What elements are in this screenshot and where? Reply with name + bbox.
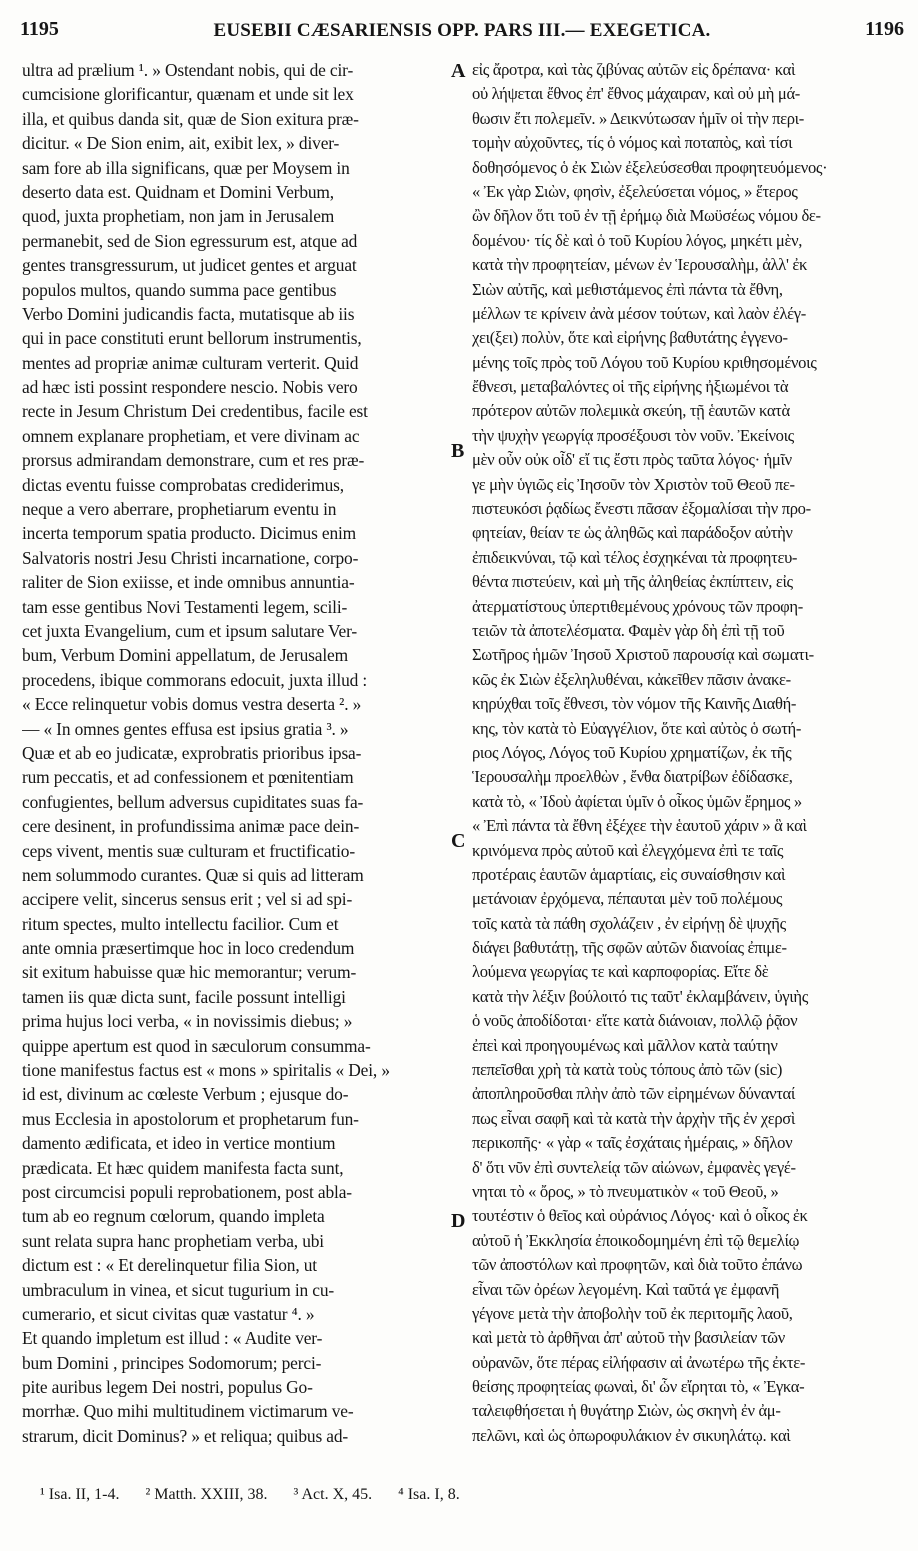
page-header — [20, 18, 904, 48]
text-line: πεπεῖσθαι χρὴ τὰ κατὰ τοὺς τόπους ἀπὸ τῶν (sic) — [472, 1060, 783, 1080]
text-line: gentes transgressurum, ut judicet gentes et arguat — [22, 255, 357, 276]
page-number-left: 1195 — [20, 18, 59, 40]
text-line: πελῶνι, καὶ ὡς ὀπωροφυλάκιον ἐν σικυηλάτῳ. καὶ — [472, 1425, 791, 1445]
text-line: γέγονε μετὰ τὴν ἀποβολὴν τοῦ ἐκ περιτομῆς λαοῦ, — [472, 1303, 793, 1323]
text-line: οὐρανῶν, ὅτε πέρας εἰλήφασιν αἱ ἀνωτέρω τῆς ἐκτε- — [472, 1352, 805, 1372]
text-line: φητείαν, θείαν τε ὡς ἀληθῶς καὶ παράδοξον αὐτὴν — [472, 523, 793, 543]
text-line: quippe apertum est quod in sæculorum consumma- — [22, 1035, 371, 1056]
text-line: καὶ μετὰ τὸ ἀρθῆναι ἀπ' αὐτοῦ τὴν βασιλείαν τῶν — [472, 1328, 785, 1348]
text-line: ceps vivent, mentis suæ culturam et fructificatio- — [22, 840, 355, 861]
text-line: post circumcisi populi reprobationem, post abla- — [22, 1181, 352, 1202]
footnote: ¹ Isa. II, 1-4. — [40, 1486, 120, 1503]
text-line: tam esse gentibus Novi Testamenti legem, scili- — [22, 596, 348, 617]
text-line: ante omnia præsertimque hoc in loco credendum — [22, 938, 355, 959]
text-line: omnem explanare prophetiam, et vere divinam ac — [22, 425, 360, 446]
text-line: rum peccatis, et ad confessionem et pœnitentiam — [22, 767, 354, 788]
text-line: prædicata. Et hæc quidem manifesta facta sunt, — [22, 1157, 344, 1178]
text-line: μὲν οὖν οὐκ οἶδ' εἴ τις ἔστι πρὸς ταῦτα λόγος· ἡμῖν — [472, 450, 792, 470]
text-line: εἶναι τῶν ὀρέων λεγομένη. Καὶ ταῦτά γε ἐμφανῆ — [472, 1279, 780, 1299]
text-line: raliter de Sion exiisse, et inde omnibus annuntia- — [22, 572, 355, 593]
margin-marker-a: A — [451, 60, 466, 82]
text-line: κηρύχθαι τοῖς ἔθνεσι, τὸν νόμον τῆς Καινῆς Διαθή- — [472, 694, 797, 714]
text-line: Verbo Domini judicandis facta, mutatisque ab iis — [22, 303, 355, 324]
text-line: λούμενα γεωργίας τε καὶ καρποφορίας. Εἴτε δὲ — [472, 962, 769, 982]
text-line: Salvatoris nostri Jesu Christi incarnatione, corpo- — [22, 547, 359, 568]
text-line: sam fore ab illa significans, quæ per Moysem in — [22, 157, 350, 178]
text-line: ἔθνεσι, μεταβαλόντες οἱ τῆς εἰρήνης ἠξιωμένοι τὰ — [472, 377, 789, 397]
text-line: ritum spectes, multo intellectu facilior. Cum et — [22, 913, 339, 934]
footnote: ³ Act. X, 45. — [293, 1486, 373, 1503]
text-line: sit exitum habuisse quæ hic memorantur; verum- — [22, 962, 357, 983]
text-line: tione manifestus factus est « mons » spiritalis « Dei, » — [22, 1060, 390, 1081]
text-line: κατὰ τὴν λέξιν βούλοιτό τις ταῦτ' ἐκλαμβάνειν, ὑγιὴς — [472, 986, 808, 1006]
margin-marker-b: B — [451, 440, 465, 462]
text-line: προτέραις ἑαυτῶν ἁμαρτίαις, εἰς συναίσθησιν καὶ — [472, 864, 786, 884]
text-line: id est, divinum ac cœleste Verbum ; ejusque do- — [22, 1084, 349, 1105]
text-line: πρότερον αὐτῶν πολεμικὰ σκεύη, τῇ ἑαυτῶν κατὰ — [472, 401, 790, 421]
text-line: « Ecce relinquetur vobis domus vestra deserta ². » — [22, 694, 362, 715]
text-line: populos multos, quando summa pace gentibus — [22, 279, 337, 300]
text-line: γε μὴν ὑγιῶς εἰς Ἰησοῦν τὸν Χριστὸν τοῦ Θεοῦ πε- — [472, 474, 795, 494]
text-line: strarum, dicit Dominus? » et reliqua; quibus ad- — [22, 1425, 349, 1446]
running-title: EUSEBII CÆSARIENSIS OPP. PARS III.— EXEGETICA. — [213, 20, 711, 41]
text-line: dictas eventu fuisse comprobatas crediderimus, — [22, 474, 344, 495]
text-line: mentes ad propriæ animæ culturam verterit. Quid — [22, 352, 359, 373]
text-line: τοῖς κατὰ τὰ πάθη σχολάζειν , ἐν εἰρήνῃ δὲ ψυχῆς — [472, 913, 786, 933]
text-line: quod, juxta prophetiam, non jam in Jerusalem — [22, 206, 335, 227]
text-line: ἀποπληροῦσθαι πλὴν ἀπὸ τῶν εἰρημένων δύνανταί — [472, 1084, 795, 1104]
text-line: ad hæc isti possint respondere nescio. Nobis vero — [22, 377, 358, 398]
text-line: περικοπῆς· « γὰρ « ταῖς ἐσχάταις ἡμέραις, » δῆλον — [472, 1133, 793, 1153]
latin-column — [22, 58, 446, 1448]
footnote: ⁴ Isa. I, 8. — [398, 1486, 460, 1503]
text-line: κης, τὸν κατὰ τὸ Εὐαγγέλιον, ὅτε καὶ αὐτὸς ὁ σωτή- — [472, 718, 802, 738]
text-line: qui in pace constituti erunt bellorum instrumentis, — [22, 328, 362, 349]
text-line: permanebit, sed de Sion egressurum est, atque ad — [22, 230, 358, 251]
text-line: νηται τὸ « ὄρος, » τὸ πνευματικὸν « τοῦ Θεοῦ, » — [472, 1181, 779, 1201]
text-line: prorsus admirandam demonstrare, cum et res præ- — [22, 450, 365, 471]
text-line: τῶν ἀποστόλων καὶ προφητῶν, καὶ διὰ τοῦτο ἐπάνω — [472, 1255, 803, 1275]
page-number-right: 1196 — [865, 18, 904, 40]
text-line: μένης τοῖς πρὸς τοῦ Λόγου τοῦ Κυρίου κριθησομένοις — [472, 352, 817, 372]
text-line: ἐπιδεικνύναι, τῷ καὶ τέλος ἐσχηκέναι τὰ προφητευ- — [472, 547, 798, 567]
text-line: δοθησόμενος ὁ ἐκ Σιὼν ἐξελεύσεσθαι προφητευόμενος· — [472, 157, 828, 177]
text-line: accipere velit, sincerus sensus erit ; vel si ad spi- — [22, 889, 353, 910]
text-line: morrhæ. Quo mihi multitudinem victimarum ve- — [22, 1401, 354, 1422]
text-line: cet juxta Evangelium, cum et ipsum salutare Ver- — [22, 620, 358, 641]
margin-marker-c: C — [451, 830, 466, 852]
text-line: αὐτοῦ ἡ Ἐκκλησία ἐποικοδομημένη ἐπὶ τῷ θεμελίῳ — [472, 1230, 800, 1250]
text-line: χει(ξει) πολὺν, ὅτε καὶ εἰρήνης βαθυτάτης ἐγγενο- — [472, 328, 788, 348]
text-line: Ἱερουσαλὴμ προελθὼν , ἔνθα διατρίβων ἐδίδασκε, — [472, 767, 793, 787]
text-line: « Ἐπὶ πάντα τὰ ἔθνη ἐξέχεε τὴν ἑαυτοῦ χάριν » ἃ καὶ — [472, 816, 807, 836]
text-line: δομένου· τίς δὲ καὶ ὁ τοῦ Κυρίου λόγος, μηκέτι μὲν, — [472, 230, 803, 250]
text-line: ἀτερματίστους ὑπερτιθεμένους χρόνους τῶν προφη- — [472, 596, 803, 616]
text-line: tamen iis quæ dicta sunt, facile possunt intelligi — [22, 986, 346, 1007]
text-line: εἰς ἄροτρα, καὶ τὰς ζιβύνας αὐτῶν εἰς δρέπανα· καὶ — [472, 60, 796, 79]
text-line: κατὰ τὴν προφητείαν, μένων ἐν Ἱερουσαλὴμ, ἀλλ' ἐκ — [472, 255, 808, 275]
text-line: ταλειφθήσεται ἡ θυγάτηρ Σιὼν, ὡς σκηνὴ ἐν ἀμ- — [472, 1401, 781, 1421]
text-line: prima hujus loci verba, « in novissimis diebus; » — [22, 1011, 353, 1032]
text-line: δ' ὅτι νῦν ἐπὶ συντελείᾳ τῶν αἰώνων, ἐμφανὲς γεγέ- — [472, 1157, 796, 1177]
text-line: recte in Jesum Christum Dei credentibus, facile est — [22, 401, 368, 422]
text-line: Σωτῆρος ἡμῶν Ἰησοῦ Χριστοῦ παρουσίᾳ καὶ σωματι- — [472, 645, 814, 665]
text-line: cere desinent, in profundissima animæ pace dein- — [22, 816, 360, 837]
text-line: mus Ecclesia in apostolorum et prophetarum fun- — [22, 1108, 359, 1129]
text-line: Quæ et ab eo judicatæ, exprobratis prioribus ipsa- — [22, 742, 362, 763]
text-line: ultra ad prælium ¹. » Ostendant nobis, qui de cir- — [22, 60, 354, 80]
text-line: bum Domini , principes Sodomorum; perci- — [22, 1352, 322, 1373]
text-line: θείσης προφητείας φωναὶ, δι' ὧν εἴρηται τὸ, « Ἐγκα- — [472, 1377, 805, 1397]
text-line: cumerario, et sicut civitas quæ vastatur ⁴. » — [22, 1303, 315, 1324]
text-line: ἐπεὶ καὶ προηγουμένως καὶ μᾶλλον κατὰ ταύτην — [472, 1035, 778, 1055]
text-line: κρινόμενα πρὸς αὐτοῦ καὶ ἐλεγχόμενα ἐπὶ τε ταῖς — [472, 840, 784, 860]
text-line: neque a vero aberrare, prophetiarum eventu in — [22, 499, 337, 520]
text-line: cumcisione glorificantur, quænam et unde sit lex — [22, 84, 354, 105]
text-line: Et quando impletum est illud : « Audite ver- — [22, 1328, 323, 1349]
text-line: ὢν δῆλον ὅτι τοῦ ἐν τῇ ἐρήμῳ διὰ Μωϋσέως νόμου δε- — [472, 206, 821, 226]
text-line: incerta temporum spatia producto. Dicimus enim — [22, 523, 357, 544]
text-line: πως εἶναι σαφῆ καὶ τὰ κατὰ τὴν ἀρχὴν τῆς ἐν χερσὶ — [472, 1108, 795, 1128]
text-line: τουτέστιν ὁ θεῖος καὶ οὐράνιος Λόγος· καὶ ὁ οἶκος ἐκ — [472, 1206, 808, 1226]
footnotes — [40, 1486, 900, 1504]
text-line: damento ædificata, et ideo in vertice montium — [22, 1133, 336, 1154]
footnote: ² Matth. XXIII, 38. — [145, 1486, 268, 1503]
text-line: οὐ λήψεται ἔθνος ἐπ' ἔθνος μάχαιραν, καὶ οὐ μὴ μά- — [472, 84, 800, 104]
text-line: procedens, ibique commorans edocuit, juxta illud : — [22, 669, 368, 690]
text-line: μετάνοιαν ἐρχόμενα, πέπαυται μὲν τοῦ πολέμους — [472, 889, 783, 909]
text-line: τομὴν αὐχοῦντες, τίς ὁ νόμος καὶ ποταπὸς, καὶ τίσι — [472, 133, 793, 153]
text-line: deserto data est. Quidnam et Domini Verbum, — [22, 181, 334, 202]
text-line: θέντα πιστεύειν, καὶ μὴ τῆς ἀληθείας ἐκπίπτειν, εἰς — [472, 572, 793, 592]
text-line: κατὰ τὸ, « Ἰδοὺ ἀφίεται ὑμῖν ὁ οἶκος ὑμῶν ἔρημος » — [472, 791, 802, 811]
text-line: διάγει βαθυτάτῃ, τῆς σφῶν αὐτῶν διανοίας ἐπιμε- — [472, 938, 787, 958]
text-line: sunt relata supra hanc prophetiam verba, ubi — [22, 1230, 324, 1251]
text-line: dicitur. « De Sion enim, ait, exibit lex, » diver- — [22, 133, 340, 154]
text-line: τὴν ψυχὴν γεωργίᾳ προσέξουσι τὸν νοῦν. Ἐκείνοις — [472, 425, 794, 445]
text-line: pite auribus legem Dei nostri, populus Go- — [22, 1377, 313, 1398]
text-line: bum, Verbum Domini appellatum, de Jerusalem — [22, 645, 349, 666]
text-line: — « In omnes gentes effusa est ipsius gratia ³. » — [22, 718, 349, 739]
text-line: πιστευκόσι ῥᾳδίως ἔνεστι πᾶσαν ἐξομαλίσαι τὴν προ- — [472, 499, 811, 519]
text-line: tum ab eo regnum cœlorum, quando impleta — [22, 1206, 325, 1227]
text-line: ὁ νοῦς ἀποδίδοται· εἴτε κατὰ διάνοιαν, πολλῷ ῥᾷον — [472, 1011, 798, 1031]
text-line: confugientes, bellum adversus cupiditates suas fa- — [22, 791, 364, 812]
greek-column — [472, 58, 904, 1448]
text-line: umbraculum in vinea, et sicut tugurium in cu- — [22, 1279, 335, 1300]
margin-marker-d: D — [451, 1210, 466, 1232]
text-line: nem solummodo curantes. Quæ si quis ad litteram — [22, 864, 364, 885]
text-line: μέλλων τε κρίνειν ἀνὰ μέσον τούτων, καὶ λαὸν ἐλέγ- — [472, 303, 806, 323]
text-line: κῶς ἐκ Σιὼν ἐξεληλυθέναι, κἀκεῖθεν πᾶσιν ἀνακε- — [472, 669, 791, 689]
text-line: θωσιν ἔτι πολεμεῖν. » Δεικνύτωσαν ἡμῖν οἱ τὴν περι- — [472, 108, 804, 128]
text-line: Σιὼν αὐτῆς, καὶ μεθιστάμενος ἐπὶ πάντα τὰ ἔθνη, — [472, 279, 783, 299]
text-line: τειῶν τὰ ἀποτελέσματα. Φαμὲν γὰρ δὴ ἐπὶ τῇ τοῦ — [472, 620, 785, 640]
text-line: dictum est : « Et derelinquetur filia Sion, ut — [22, 1255, 317, 1276]
text-line: illa, et quibus danda sit, quæ de Sion exitura præ- — [22, 108, 359, 129]
text-line: « Ἐκ γὰρ Σιὼν, φησὶν, ἐξελεύσεται νόμος, » ἕτερος — [472, 181, 798, 201]
text-line: ριος Λόγος, Λόγος τοῦ Κυρίου χρηματίζων, ἐκ τῆς — [472, 742, 792, 762]
